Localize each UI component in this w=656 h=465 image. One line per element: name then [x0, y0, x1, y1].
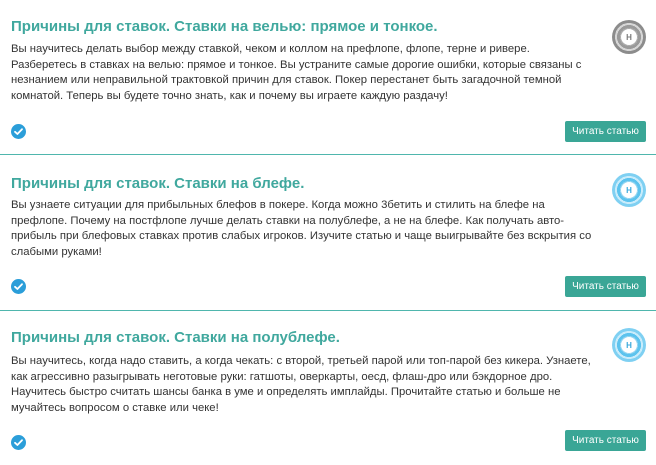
level-badge-letter: Н — [620, 181, 638, 199]
article-card — [0, 156, 656, 311]
read-article-button[interactable]: Читать статью — [565, 430, 646, 451]
level-badge-letter: Н — [620, 336, 638, 354]
article-card — [0, 0, 656, 155]
article-title[interactable]: Причины для ставок. Ставки на блефе. — [11, 175, 305, 192]
read-article-button[interactable]: Читать статью — [565, 121, 646, 142]
article-card — [0, 312, 656, 465]
article-description: Вы научитесь, когда надо ставить, а когда чекать: с второй, третьей парой или топ-парой без кикера. Узнаете, как агрессивно разыгрывать неготовые руки: гатшоты, оверкарты, оесд, флаш-дро или бэкдорное дро. Научитесь быстро считать шансы банка в уме и определять имплайды. Прочитайте статью и больше не мучайтесь вопросом о ставке или чеке! — [11, 355, 591, 414]
check-circle-icon — [11, 124, 26, 139]
level-badge — [612, 173, 646, 207]
check-circle-icon — [11, 435, 26, 450]
article-title[interactable]: Причины для ставок. Ставки на велью: прямое и тонкое. — [11, 18, 438, 35]
level-badge — [612, 20, 646, 54]
article-description: Вы научитесь делать выбор между ставкой, чеком и коллом на префлопе, флопе, терне и ривере. Разберетесь в ставках на велью: прямое и тонкое. Вы устраните самые дорогие ошибки, которые связаны с незнанием или неправильной трактовкой причин для ставок. Покер перестанет быть загадочной темной комнатой. Теперь вы будете точно знать, как и почему вы играете каждую раздачу! — [11, 43, 582, 102]
article-title[interactable]: Причины для ставок. Ставки на полублефе. — [11, 329, 340, 346]
level-badge-letter: Н — [620, 28, 638, 46]
article-description: Вы узнаете ситуации для прибыльных блефов в покере. Когда можно 3бетить и стилить на блефе на префлопе. Почему на постфлопе лучше делать ставки на полублефе, а не на блефе. Как получать авто-прибыль при блефовых ставках против слабых игроков. Изучите статью и чаще выигрывайте без вскрытия со слабыми руками! — [11, 199, 592, 258]
check-circle-icon — [11, 279, 26, 294]
read-article-button[interactable]: Читать статью — [565, 276, 646, 297]
level-badge — [612, 328, 646, 362]
